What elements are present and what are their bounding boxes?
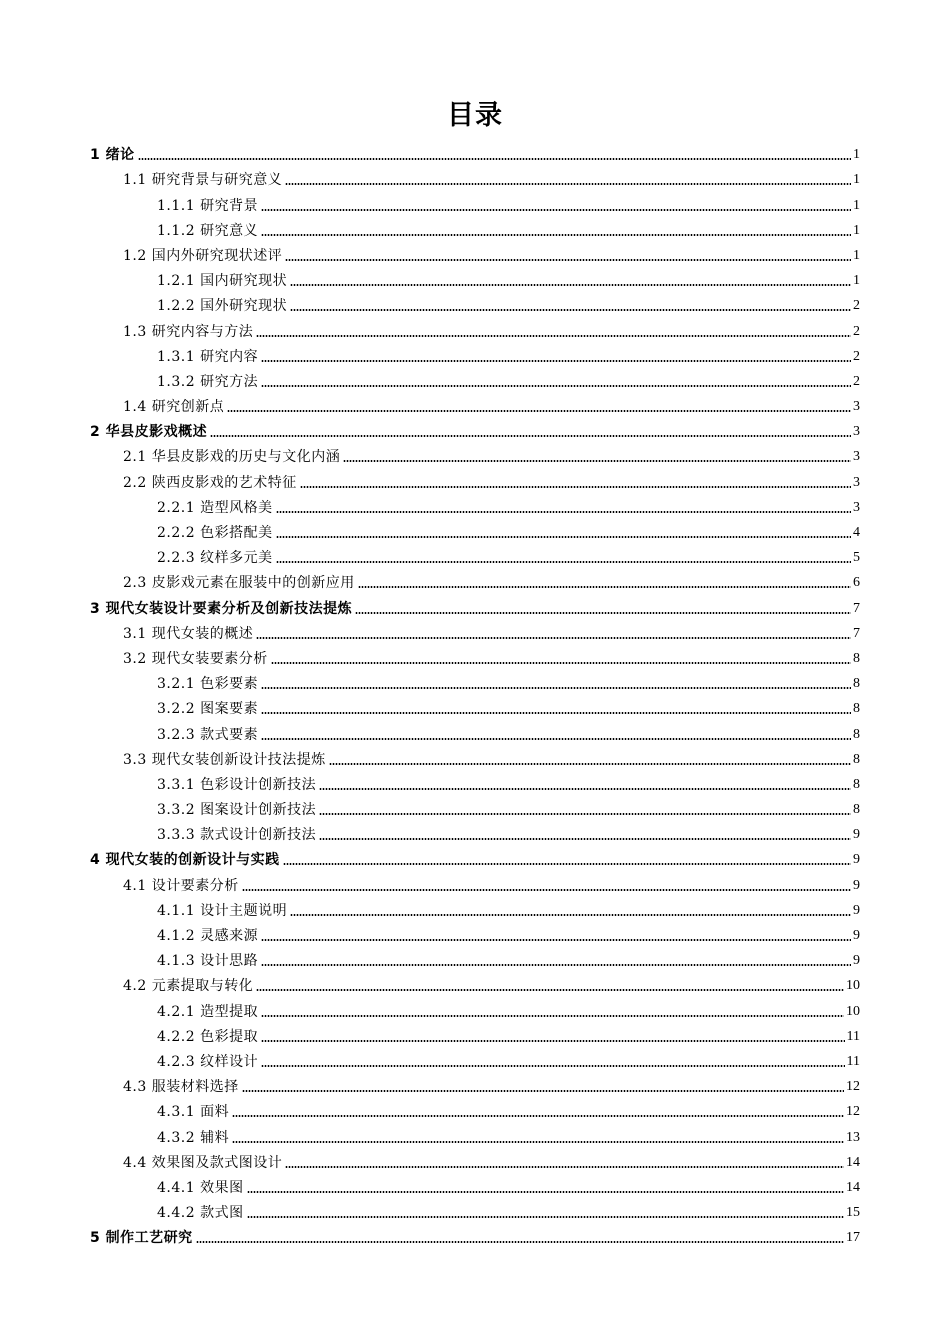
dot-leader [210,435,851,437]
toc-entry[interactable] [90,1149,860,1174]
toc-entry[interactable] [90,141,860,166]
toc-entry-page-number: 9 [853,852,860,868]
toc-entry-title: 3.2.1 色彩要素 [157,676,259,693]
toc-entry[interactable] [90,191,860,216]
toc-entry[interactable] [90,368,860,393]
dot-leader [247,1216,844,1218]
toc-entry-page-number: 13 [846,1129,860,1145]
toc-entry[interactable] [90,242,860,267]
toc-entry[interactable] [90,267,860,292]
toc-entry[interactable] [90,343,860,368]
toc-entry-page-number: 9 [853,902,860,918]
toc-entry[interactable] [90,166,860,191]
toc-entry[interactable] [90,972,860,997]
dot-leader [261,687,851,689]
dot-leader [256,335,851,337]
dot-leader [232,1115,844,1117]
toc-entry-title: 4.1.1 设计主题说明 [157,902,288,919]
toc-entry[interactable] [90,871,860,896]
toc-entry-title: 4.2.3 纹样设计 [157,1053,259,1070]
toc-entry-title: 2.1 华县皮影戏的历史与文化内涵 [123,449,341,466]
toc-entry-page-number: 10 [846,1003,860,1019]
toc-entry-title: 3.3.1 色彩设计创新技法 [157,776,317,793]
dot-leader [227,410,851,412]
dot-leader [196,1241,844,1243]
toc-entry[interactable] [90,393,860,418]
toc-entry-title: 4.1.2 灵感来源 [157,928,259,944]
toc-entry-title: 1.1 研究背景与研究意义 [123,172,283,189]
dot-leader [271,662,851,664]
toc-entry[interactable] [90,494,860,519]
toc-entry-title: 1.3.2 研究方法 [157,373,259,390]
dot-leader [242,889,851,891]
toc-entry-title: 4.1 设计要素分析 [123,877,239,894]
toc-entry-title: 4.2.1 造型提取 [157,1003,259,1020]
toc-entry[interactable] [90,1123,860,1148]
dot-leader [276,511,851,513]
toc-entry[interactable] [90,645,860,670]
toc-entry-title: 3.3 现代女装创新设计技法提炼 [123,751,326,768]
toc-entry-page-number: 15 [846,1205,860,1221]
dot-leader [285,259,851,261]
toc-entry-title: 4.4.1 效果图 [157,1179,244,1196]
toc-entry-title: 1.1.2 研究意义 [157,222,259,239]
toc-entry-title: 3.2.2 图案要素 [157,701,259,718]
table-of-contents [90,141,860,1249]
toc-entry-title: 2.2.2 色彩搭配美 [157,525,273,541]
toc-entry[interactable] [90,292,860,317]
dot-leader [261,939,851,941]
toc-entry-page-number: 1 [853,273,860,289]
toc-entry[interactable] [90,922,860,947]
dot-leader [261,1065,844,1067]
toc-entry-page-number: 8 [853,726,860,742]
toc-entry[interactable] [90,594,860,619]
toc-entry-page-number: 14 [846,1179,860,1195]
toc-entry-page-number: 3 [853,499,860,515]
toc-entry-title: 1.2 国内外研究现状述评 [123,247,283,264]
toc-entry[interactable] [90,796,860,821]
toc-entry-page-number: 8 [853,650,860,666]
toc-entry-page-number: 2 [853,373,860,389]
toc-entry[interactable] [90,544,860,569]
toc-entry[interactable] [90,620,860,645]
toc-entry[interactable] [90,695,860,720]
toc-entry-title: 4.2.2 色彩提取 [157,1028,259,1045]
toc-entry-page-number: 3 [853,399,860,415]
dot-leader [261,234,851,236]
toc-entry-title: 3.1 现代女装的概述 [123,625,254,642]
toc-entry-page-number: 1 [853,222,860,238]
toc-entry-page-number: 1 [853,247,860,263]
toc-entry-title: 4.1.3 设计思路 [157,953,259,970]
toc-entry-page-number: 11 [846,1028,860,1044]
dot-leader [319,813,851,815]
toc-entry-title: 4.4 效果图及款式图设计 [123,1154,283,1171]
toc-entry-page-number: 9 [853,877,860,893]
toc-entry-page-number: 3 [853,474,860,490]
toc-entry-page-number: 17 [846,1230,860,1246]
toc-entry[interactable] [90,468,860,493]
toc-entry-title: 4 现代女装的创新设计与实践 [90,852,280,869]
toc-entry[interactable] [90,1224,860,1249]
toc-entry-page-number: 8 [853,776,860,792]
toc-entry-page-number: 4 [853,525,860,540]
toc-entry[interactable] [90,1199,860,1224]
toc-entry-page-number: 8 [853,751,860,767]
toc-entry-page-number: 1 [853,197,860,213]
toc-entry[interactable] [90,1073,860,1098]
toc-entry[interactable] [90,720,860,745]
toc-entry-title: 1.3 研究内容与方法 [123,323,254,340]
toc-entry-page-number: 10 [846,978,860,994]
toc-entry[interactable] [90,418,860,443]
dot-leader [261,1015,844,1017]
toc-entry[interactable] [90,217,860,242]
dot-leader [283,863,851,865]
toc-entry-page-number: 8 [853,701,860,717]
dot-leader [247,1191,844,1193]
toc-entry-page-number: 1 [853,147,860,163]
toc-entry-page-number: 11 [846,1053,860,1069]
toc-entry[interactable] [90,670,860,695]
toc-entry-title: 3.2 现代女装要素分析 [123,650,268,667]
dot-leader [242,1090,844,1092]
dot-leader [319,838,851,840]
toc-entry-title: 2.3 皮影戏元素在服装中的创新应用 [123,575,355,592]
toc-entry[interactable] [90,569,860,594]
dot-leader [261,1040,844,1042]
dot-leader [319,788,851,790]
toc-entry-page-number: 2 [853,348,860,364]
toc-entry[interactable] [90,1048,860,1073]
dot-leader [256,989,844,991]
dot-leader [261,964,851,966]
toc-entry-page-number: 7 [853,600,860,616]
toc-entry-title: 1.3.1 研究内容 [157,348,259,365]
toc-entry[interactable] [90,947,860,972]
toc-entry-title: 3 现代女装设计要素分析及创新技法提炼 [90,600,353,617]
toc-entry-title: 4.3.1 面料 [157,1104,230,1121]
dot-leader [329,763,851,765]
toc-entry-title: 4.4.2 款式图 [157,1205,244,1222]
toc-entry-title: 2.2.3 纹样多元美 [157,550,273,567]
toc-entry-page-number: 8 [853,676,860,692]
dot-leader [261,385,851,387]
toc-entry-title: 3.3.3 款式设计创新技法 [157,827,317,844]
toc-entry-page-number: 3 [853,449,860,465]
dot-leader [285,1166,844,1168]
dot-leader [355,612,851,614]
toc-entry-title: 1.1.1 研究背景 [157,197,259,214]
toc-entry-page-number: 9 [853,827,860,843]
toc-entry-page-number: 12 [846,1104,860,1120]
dot-leader [261,360,851,362]
toc-entry-page-number: 1 [853,172,860,188]
toc-entry-page-number: 2 [853,323,860,339]
toc-entry-page-number: 3 [853,424,860,440]
toc-entry[interactable] [90,1023,860,1048]
dot-leader [290,284,851,286]
toc-entry-page-number: 8 [853,802,860,818]
toc-entry-title: 4.3.2 辅料 [157,1129,230,1146]
dot-leader [261,738,851,740]
toc-entry[interactable] [90,771,860,796]
toc-entry-page-number: 9 [853,928,860,943]
toc-entry[interactable] [90,1174,860,1199]
toc-entry-page-number: 14 [846,1154,860,1170]
dot-leader [261,209,851,211]
toc-entry-title: 2 华县皮影戏概述 [90,424,208,441]
toc-entry-title: 2.2 陕西皮影戏的艺术特征 [123,474,297,491]
dot-leader [290,309,851,311]
dot-leader [290,914,851,916]
toc-entry-page-number: 12 [846,1079,860,1095]
toc-entry[interactable] [90,443,860,468]
toc-entry-page-number: 7 [853,625,860,641]
toc-entry-title: 3.2.3 款式要素 [157,726,259,743]
toc-entry-title: 1 绪论 [90,147,135,164]
toc-entry-title: 1.2.2 国外研究现状 [157,298,288,315]
toc-entry-page-number: 6 [853,575,860,591]
toc-entry-title: 1.4 研究创新点 [123,399,225,416]
dot-leader [232,1141,844,1143]
toc-entry-title: 2.2.1 造型风格美 [157,499,273,516]
toc-entry[interactable] [90,317,860,342]
dot-leader [138,158,851,160]
toc-entry[interactable] [90,519,860,544]
toc-entry-title: 4.3 服装材料选择 [123,1079,239,1096]
dot-leader [300,486,851,488]
toc-entry-page-number: 5 [853,550,860,566]
dot-leader [276,561,851,563]
dot-leader [276,536,851,538]
toc-entry-title: 1.2.1 国内研究现状 [157,273,288,290]
toc-entry[interactable] [90,821,860,846]
dot-leader [261,712,851,714]
toc-entry[interactable] [90,997,860,1022]
toc-entry[interactable] [90,746,860,771]
page-title: 目录 [447,100,503,131]
toc-entry[interactable] [90,897,860,922]
toc-entry-title: 4.2 元素提取与转化 [123,978,254,995]
toc-entry-page-number: 2 [853,298,860,314]
toc-entry-title: 5 制作工艺研究 [90,1230,193,1247]
toc-entry-page-number: 9 [853,953,860,969]
toc-entry[interactable] [90,846,860,871]
dot-leader [285,183,851,185]
dot-leader [256,637,851,639]
dot-leader [358,586,851,588]
toc-entry[interactable] [90,1098,860,1123]
toc-entry-title: 3.3.2 图案设计创新技法 [157,802,317,819]
dot-leader [343,460,851,462]
